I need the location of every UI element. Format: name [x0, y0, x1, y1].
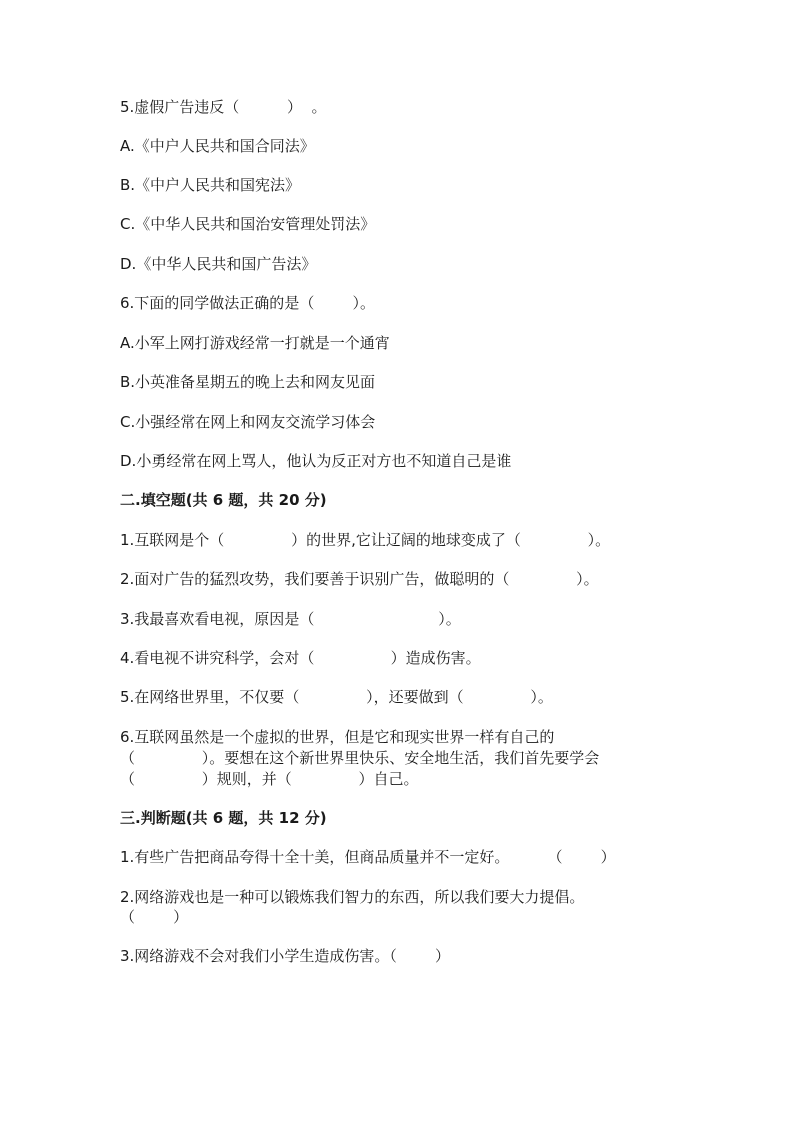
judge-question-2-line-2: （ ）	[120, 908, 189, 926]
judge-question-2-line-1: 2.网络游戏也是一种可以锻炼我们智力的东西，所以我们要大力提倡。	[120, 888, 585, 906]
fill-question-4: 4.看电视不讲究科学，会对（ ）造成伤害。	[120, 649, 481, 667]
question-5-stem: 5.虚假广告违反（ ） 。	[120, 98, 327, 116]
question-6-option-b: B.小英准备星期五的晚上去和网友见面	[120, 373, 376, 391]
question-6-option-c: C.小强经常在网上和网友交流学习体会	[120, 413, 376, 431]
question-6-stem: 6.下面的同学做法正确的是（ ）。	[120, 294, 375, 312]
fill-question-6-line-1: 6.互联网虽然是一个虚拟的世界，但是它和现实世界一样有自己的	[120, 728, 555, 746]
question-5-option-d: D.《中华人民共和国广告法》	[120, 255, 317, 273]
judge-question-1: 1.有些广告把商品夸得十全十美，但商品质量并不一定好。 （ ）	[120, 848, 616, 866]
question-5-option-c: C.《中华人民共和国治安管理处罚法》	[120, 215, 376, 233]
question-5-option-b: B.《中户人民共和国宪法》	[120, 176, 301, 194]
question-5-option-a: A.《中户人民共和国合同法》	[120, 137, 315, 155]
fill-question-2: 2.面对广告的猛烈攻势，我们要善于识别广告，做聪明的（ ）。	[120, 570, 599, 588]
fill-question-5: 5.在网络世界里，不仅要（ ），还要做到（ ）。	[120, 688, 553, 706]
judge-question-3: 3.网络游戏不会对我们小学生造成伤害。（ ）	[120, 947, 450, 965]
fill-blank-heading: 二.填空题(共 6 题，共 20 分)	[120, 491, 327, 509]
fill-question-1: 1.互联网是个（ ）的世界,它让辽阔的地球变成了（ ）。	[120, 531, 611, 549]
judge-heading: 三.判断题(共 6 题，共 12 分)	[120, 809, 327, 827]
question-6-option-a: A.小军上网打游戏经常一打就是一个通宵	[120, 334, 390, 352]
fill-question-3: 3.我最喜欢看电视，原因是（ ）。	[120, 610, 461, 628]
question-6-option-d: D.小勇经常在网上骂人，他认为反正对方也不知道自己是谁	[120, 452, 512, 470]
fill-question-6-line-3: （ ）规则，并（ ）自己。	[120, 770, 419, 788]
fill-question-6-line-2: （ ）。要想在这个新世界里快乐、安全地生活，我们首先要学会	[120, 749, 600, 767]
